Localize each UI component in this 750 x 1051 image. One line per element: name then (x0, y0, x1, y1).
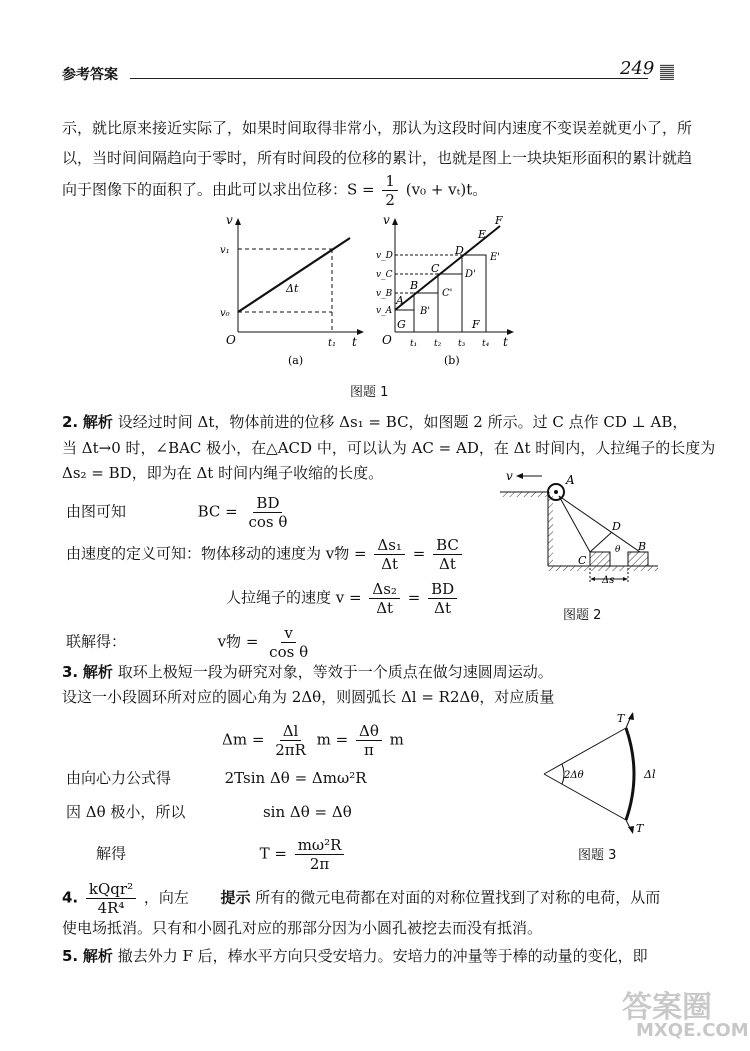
q4-line-2: 使电场抵消。只有和小圆孔对应的那部分因为小圆孔被挖去而没有抵消。 (62, 919, 543, 937)
header-decoration (660, 64, 674, 80)
q3-number: 3. (62, 663, 79, 681)
q3-eq3-label: 因 Δθ 极小，所以 (66, 803, 186, 821)
fig1a-v0: v₀ (220, 308, 230, 319)
q2-eq4-label: 联解得： (66, 632, 127, 651)
fig2-v-label: v (506, 469, 513, 483)
fig1b-v-axis: v (383, 213, 390, 227)
fig1b-t1: t₁ (410, 339, 418, 349)
fig3-T-bottom: T (636, 822, 644, 835)
q2-eq3-label: 人拉绳子的速度 (226, 588, 332, 607)
q2-line-2: 当 Δt→0 时，∠BAC 极小，在△ACD 中，可以认为 AC = AD，在 Δt 时间内，人拉绳子的长度为 (62, 439, 716, 457)
watermark-logo: 答案圈 (622, 990, 712, 1025)
q2-line-3: Δs₂ = BD，即为在 Δt 时间内绳子收缩的长度。 (62, 464, 384, 482)
intro-line-3-tail: (v₀ + vₜ)t。 (405, 180, 488, 199)
fig1a-area: Δt (286, 282, 299, 295)
q4-answer-tail: ，向左 (143, 888, 189, 907)
intro-line-2: 以，当时间间隔趋向于零时，所有时间段的位移的累计，也就是图上一块块矩形面积的累计就趋 (62, 149, 693, 167)
q3-eq2: 由向心力公式得 2Tsin Δθ = Δmω²R (66, 769, 367, 787)
fig1b-F-top: F (495, 214, 503, 227)
q3-line-1-text: 取环上极短一段为研究对象，等效于一个质点在做匀速圆周运动。 (117, 663, 553, 681)
page-number: 249 (620, 58, 655, 79)
figure-1a (220, 213, 364, 367)
figure-1 (200, 212, 530, 377)
q3-eq2-label: 由向心力公式得 (66, 769, 172, 787)
q5-tag: 解析 (82, 947, 113, 965)
fig1b-t4: t₄ (482, 339, 490, 349)
header-rule (130, 78, 648, 79)
q2-line-1 (62, 412, 687, 432)
q2-eq3: 人拉绳子的速度 v = $\frac{\text{Δs₂}}{\Delta t}$ = $\frac{BD}{\Delta t}$ (226, 580, 460, 617)
fig1b-A: A (396, 294, 404, 307)
q3-tag: 解析 (82, 663, 113, 681)
figure-3 (538, 712, 678, 836)
q3-line-1 (62, 662, 553, 682)
fig1b-Ep: E' (490, 252, 501, 263)
q3-eq4-label: 解得 (96, 844, 127, 863)
fig1b-t-axis: t (503, 335, 508, 349)
fig2-D: D (612, 520, 621, 533)
q2-eq1: 由图可知 BC = $\frac{BD}{\text{cos θ}}$ (66, 494, 288, 531)
fig2-theta: θ (615, 545, 621, 555)
fig1b-B: B (410, 279, 419, 292)
fig1b-G: G (397, 318, 406, 331)
fig1b-t3: t₃ (458, 339, 466, 349)
figure-1-caption: 图题 1 (350, 385, 389, 400)
q2-line-1-text: 设经过时间 Δt，物体前进的位移 Δs₁ = BC，如图题 2 所示。过 C 点作 CD ⊥ AB， (117, 413, 688, 431)
q2-eq2-label: 由速度的定义可知：物体移动的速度为 (66, 544, 322, 563)
fig2-B: B (638, 540, 647, 553)
fig1b-vA: v_A (376, 306, 393, 316)
fig3-angle: 2Δθ (564, 770, 584, 781)
intro-fraction: $\frac{1}{2}$ (382, 172, 398, 209)
fig3-arc: Δl (644, 768, 656, 781)
fig1b-t2: t₂ (434, 339, 442, 349)
fig1b-F-bottom: F (472, 318, 480, 331)
q4-line-1-text: 所有的微元电荷都在对面的对称位置找到了对称的电荷，从而 (255, 888, 661, 907)
intro-line-3-text: 向于图像下的面积了。由此可以求出位移：S = (62, 180, 375, 199)
intro-line-1: 示，就比原来接近实际了，如果时间取得非常小，那认为这段时间内速度不变误差就更小了，所 (62, 119, 693, 137)
fig1b-label: (b) (444, 354, 460, 367)
fig2-A: A (566, 473, 575, 487)
q2-eq2: 由速度的定义可知：物体移动的速度为 v物 = $\frac{\text{Δs₁}}{\Delta t}$ = $\frac{BC}{\Delta t}$ (66, 536, 465, 573)
figure-2 (498, 466, 668, 594)
fig1b-D: D (455, 244, 464, 257)
watermark-url: MXQE.COM (636, 1020, 749, 1041)
figure-1b (376, 213, 514, 367)
figure-3-caption: 图题 3 (578, 848, 617, 863)
fig1a-v1: v₁ (220, 245, 230, 256)
q4-line-1 (62, 880, 660, 917)
fig3-T-top: T (617, 712, 625, 725)
q4-number: 4. (62, 888, 79, 907)
q2-eq4: 联解得： v物 = $\frac{v}{\text{cos θ}}$ (66, 624, 309, 661)
fig1b-E: E (478, 228, 487, 241)
q3-eq3: 因 Δθ 极小，所以 sin Δθ = Δθ (66, 803, 352, 821)
section-title: 参考答案 (62, 67, 118, 83)
q3-eq1: Δm = $\frac{\Delta l}{2\pi R}$ m = $\frac{\Delta\theta}{\pi}$ m (222, 722, 404, 759)
fig1a-label: (a) (288, 354, 304, 367)
fig1b-Cp: C' (442, 288, 453, 299)
fig1a-v-axis: v (226, 213, 233, 227)
fig1b-C: C (431, 262, 440, 275)
fig1b-vD: v_D (376, 251, 393, 261)
fig1b-Dp: D' (465, 269, 476, 280)
fig1b-vB: v_B (376, 289, 393, 299)
fig1a-t1: t₁ (328, 338, 337, 349)
q5-line-1-text: 撤去外力 F 后，棒水平方向只受安培力。安培力的冲量等于棒的动量的变化，即 (117, 947, 648, 965)
q2-eq1-label: 由图可知 (66, 502, 127, 521)
q2-tag: 解析 (82, 413, 113, 431)
fig2-ds: Δs (602, 575, 615, 586)
figure-2-caption: 图题 2 (563, 608, 602, 623)
fig1a-t-axis: t (352, 335, 357, 349)
fig1b-Bp: B' (420, 306, 431, 317)
q5-line-1 (62, 946, 648, 966)
fig2-C: C (578, 554, 587, 567)
q5-number: 5. (62, 947, 79, 965)
q4-tip: 提示 (220, 888, 251, 907)
intro-line-3 (62, 172, 487, 209)
q4-answer-fraction: $\frac{\text{kQqr²}}{\text{4R⁴}}$ (86, 880, 136, 917)
fig1b-origin: O (382, 333, 392, 347)
q2-number: 2. (62, 413, 79, 431)
fig1a-origin: O (226, 333, 236, 347)
q3-line-2: 设这一小段圆环所对应的圆心角为 2Δθ，则圆弧长 Δl = R2Δθ，对应质量 (62, 688, 555, 706)
fig1b-vC: v_C (376, 270, 393, 280)
q3-eq4: 解得 T = $\frac{\text{mω²R}}{2\pi}$ (96, 836, 347, 873)
